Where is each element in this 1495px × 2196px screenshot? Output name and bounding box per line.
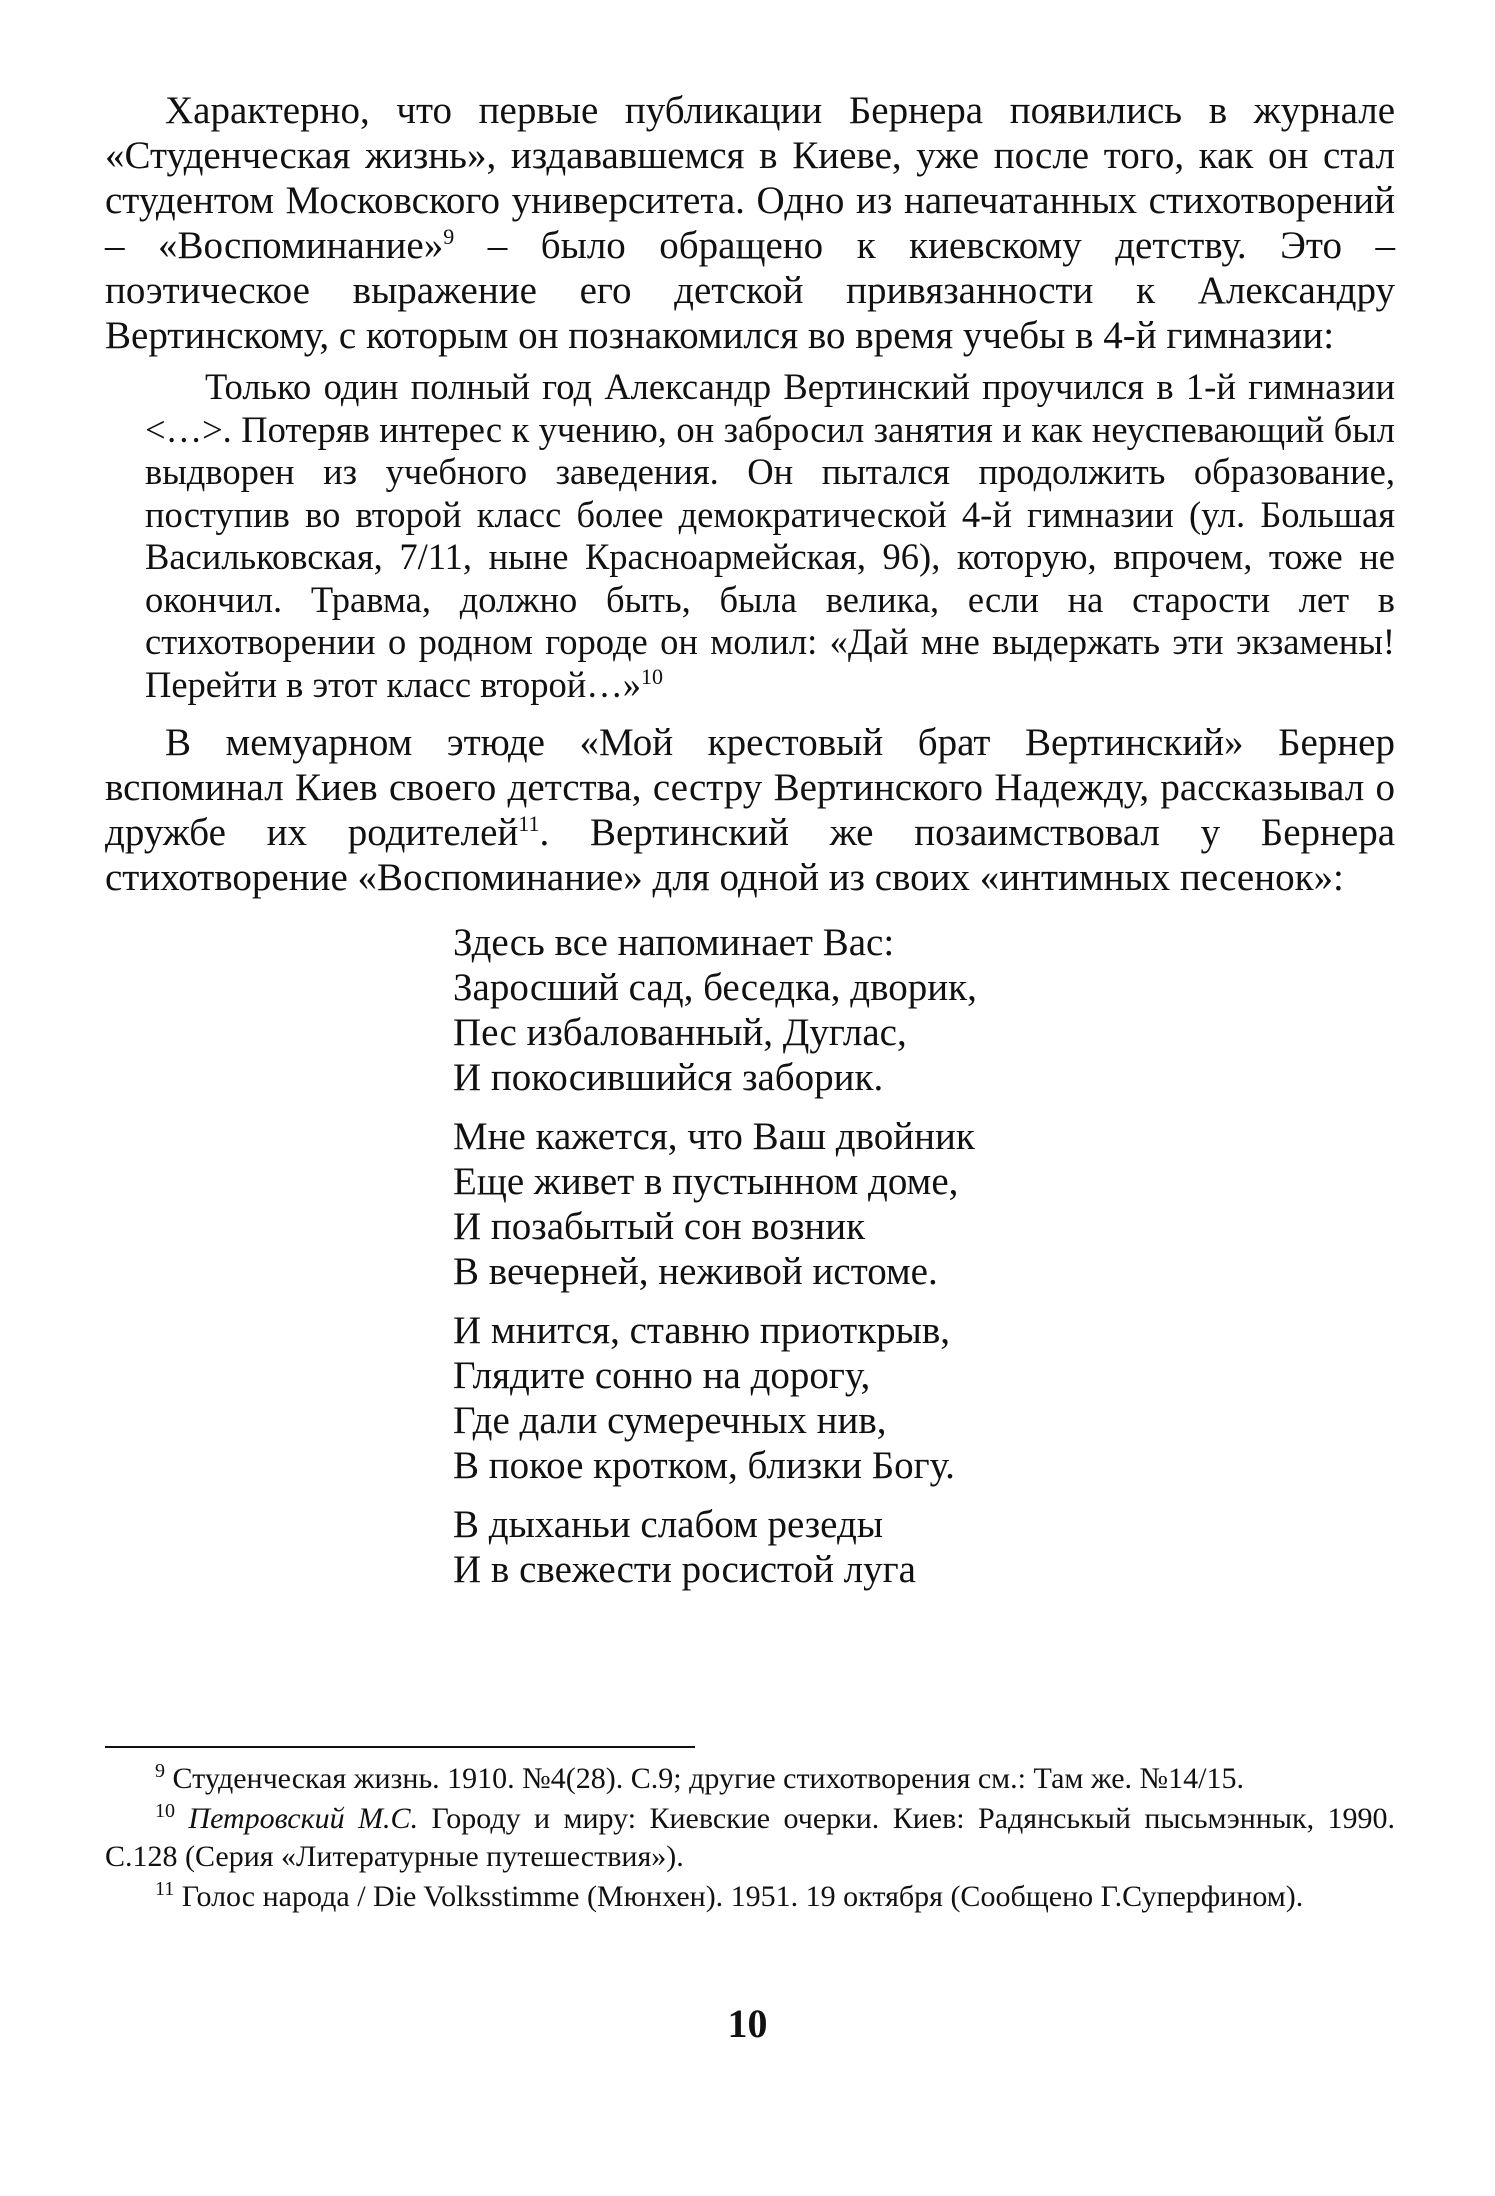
paragraph-1 <box>105 88 1395 358</box>
paragraph-2-text-a: В мемуарном этюде «Мой крестовый брат Вертинский» Бернер вспоминал Киев своего детства, сестру Вертинского Надежду, рассказывал о дружбе их родителей <box>105 721 1395 854</box>
footnote-11 <box>105 1878 1395 1916</box>
poem-stanza-1 <box>453 920 1395 1100</box>
footnote-9 <box>105 1760 1395 1798</box>
block-quote <box>145 366 1395 706</box>
footnote-text: Голос народа / Die Volksstimme (Мюнхен). 1951. 19 октября (Сообщено Г.Суперфином). <box>181 1880 1304 1913</box>
poem-line: Где дали сумеречных нив, <box>453 1399 887 1442</box>
footnote-number: 10 <box>155 1800 175 1822</box>
poem-stanza-4 <box>453 1502 1395 1592</box>
footnote-text: Городу и миру: Киевские очерки. Киев: Радянськый пысьмэннык, 1990. С.128 (Серия «Литературные путешествия»). <box>105 1802 1396 1873</box>
poem-stanza-3 <box>453 1308 1395 1488</box>
footnote-number: 11 <box>155 1878 175 1900</box>
page-body <box>105 88 1395 1606</box>
footnote-divider <box>105 1746 695 1748</box>
poem-line: В вечерней, неживой истоме. <box>453 1250 938 1293</box>
footnote-text: Студенческая жизнь. 1910. №4(28). С.9; другие стихотворения см.: Там же. №14/15. <box>172 1762 1244 1795</box>
block-quote-text: Только один полный год Александр Вертинский проучился в 1-й гимназии <…>. Потеряв интерес к учению, он забросил занятия и как неуспевающий был выдворен из учебного заведения. Он пытался продолжить образование, поступив во второй класс более демократической 4-й гимназии (ул. Большая Васильковская, 7/11, ныне Красноармейская, 96), которую, впрочем, тоже не окончил. Травма, должно быть, была велика, если на старости лет в стихотворении о родном городе он молил: «Дай мне выдержать эти экзамены! Перейти в этот класс второй…» <box>145 366 1395 705</box>
poem-line: В дыханьи слабом резеды <box>453 1503 884 1546</box>
footnote-ref-10[interactable]: 10 <box>641 663 663 689</box>
poem-stanza-2 <box>453 1114 1395 1294</box>
poem-line: И в свежести росистой луга <box>453 1548 916 1591</box>
paragraph-2 <box>105 720 1395 900</box>
poem-line: И мнится, ставню приоткрыв, <box>453 1309 951 1352</box>
footnote-number: 9 <box>155 1760 165 1782</box>
poem-line: В покое кротком, близки Богу. <box>453 1444 955 1487</box>
footnote-ref-11[interactable]: 11 <box>518 811 540 836</box>
footnote-10 <box>105 1800 1395 1876</box>
poem-line: Мне кажется, что Ваш двойник <box>453 1115 975 1158</box>
poem <box>453 920 1395 1592</box>
poem-line: Заросший сад, беседка, дворик, <box>453 966 977 1009</box>
poem-line: И позабытый сон возник <box>453 1205 866 1248</box>
footnotes <box>105 1760 1395 1918</box>
poem-line: Пес избалованный, Дуглас, <box>453 1011 907 1054</box>
paragraph-1-text-a: Характерно, что первые публикации Бернера появились в журнале «Студенческая жизнь», издававшемся в Киеве, уже после того, как он стал студентом Московского университета. Одно из напечатанных стихотворений – «Воспоминание» <box>105 89 1395 267</box>
footnote-ref-9[interactable]: 9 <box>443 224 455 249</box>
poem-line: Здесь все напоминает Вас: <box>453 921 895 964</box>
poem-line: И покосившийся заборик. <box>453 1056 884 1099</box>
poem-line: Еще живет в пустынном доме, <box>453 1160 959 1203</box>
page-number: 10 <box>727 2001 768 2046</box>
paragraph-1-text-b: – было обращено к киевскому детству. Это – поэтическое выражение его детской привязанности к Александру Вертинскому, с которым он познакомился во время учебы в 4-й гимназии: <box>105 224 1395 357</box>
paragraph-2-text-b: . Вертинский же позаимствовал у Бернера стихотворение «Воспоминание» для одной из своих «интимных песенок»: <box>105 811 1395 899</box>
poem-line: Глядите сонно на дорогу, <box>453 1354 871 1397</box>
footnote-author: Петровский М.С. <box>188 1802 419 1835</box>
